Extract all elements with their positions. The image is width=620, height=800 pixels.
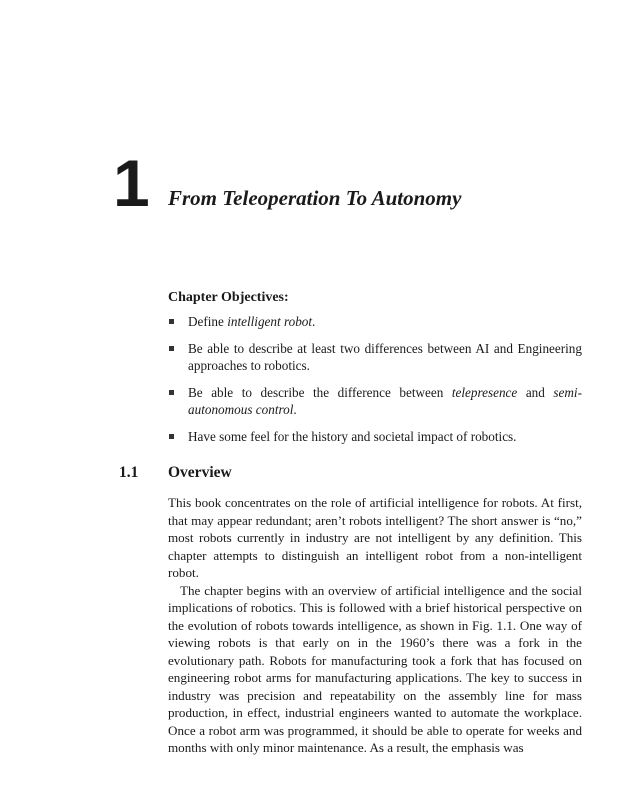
objective-item: Have some feel for the history and societal impact of robotics. [168,428,582,445]
chapter-objectives [168,289,582,455]
chapter-number: 1 [113,146,148,220]
objective-item: Define intelligent robot. [168,313,582,330]
objectives-list [168,313,582,445]
section-title: Overview [168,464,232,481]
paragraph: This book concentrates on the role of artificial intelligence for robots. At first, that may appear redundant; aren’t robots intelligent? The short answer is “no,” most robots currently in industry are not intelligent by any definition. This chapter attempts to distinguish an intelligent robot from a non-intelligent robot. [168,495,582,580]
square-bullet-icon [169,390,174,395]
objective-item: Be able to describe at least two differences between AI and Engineering approaches to robotics. [168,340,582,374]
section-number: 1.1 [119,464,139,481]
chapter-title: From Teleoperation To Autonomy [168,186,462,210]
objective-item: Be able to describe the difference between telepresence and semi-autonomous control. [168,384,582,418]
paragraph: The chapter begins with an overview of artificial intelligence and the social implications of robotics. This is followed with a brief historical perspective on the evolution of robots towards intelligence, as shown in Fig. 1.1. One way of viewing robots is that early on in the 1960’s there was a fork in the evolutionary path. Robots for manufacturing took a fork that has focused on engineering robot arms for manufacturing applications. The key to success in industry was precision and repeatability on the assembly line for mass production, in effect, industrial engineers wanted to automate the workplace. Once a robot arm was programmed, it should be able to operate for weeks and months with only minor maintenance. As a result, the emphasis was [168,582,582,755]
square-bullet-icon [169,346,174,351]
square-bullet-icon [169,319,174,324]
section-body [168,494,582,757]
square-bullet-icon [169,434,174,439]
objectives-heading: Chapter Objectives: [168,290,289,305]
